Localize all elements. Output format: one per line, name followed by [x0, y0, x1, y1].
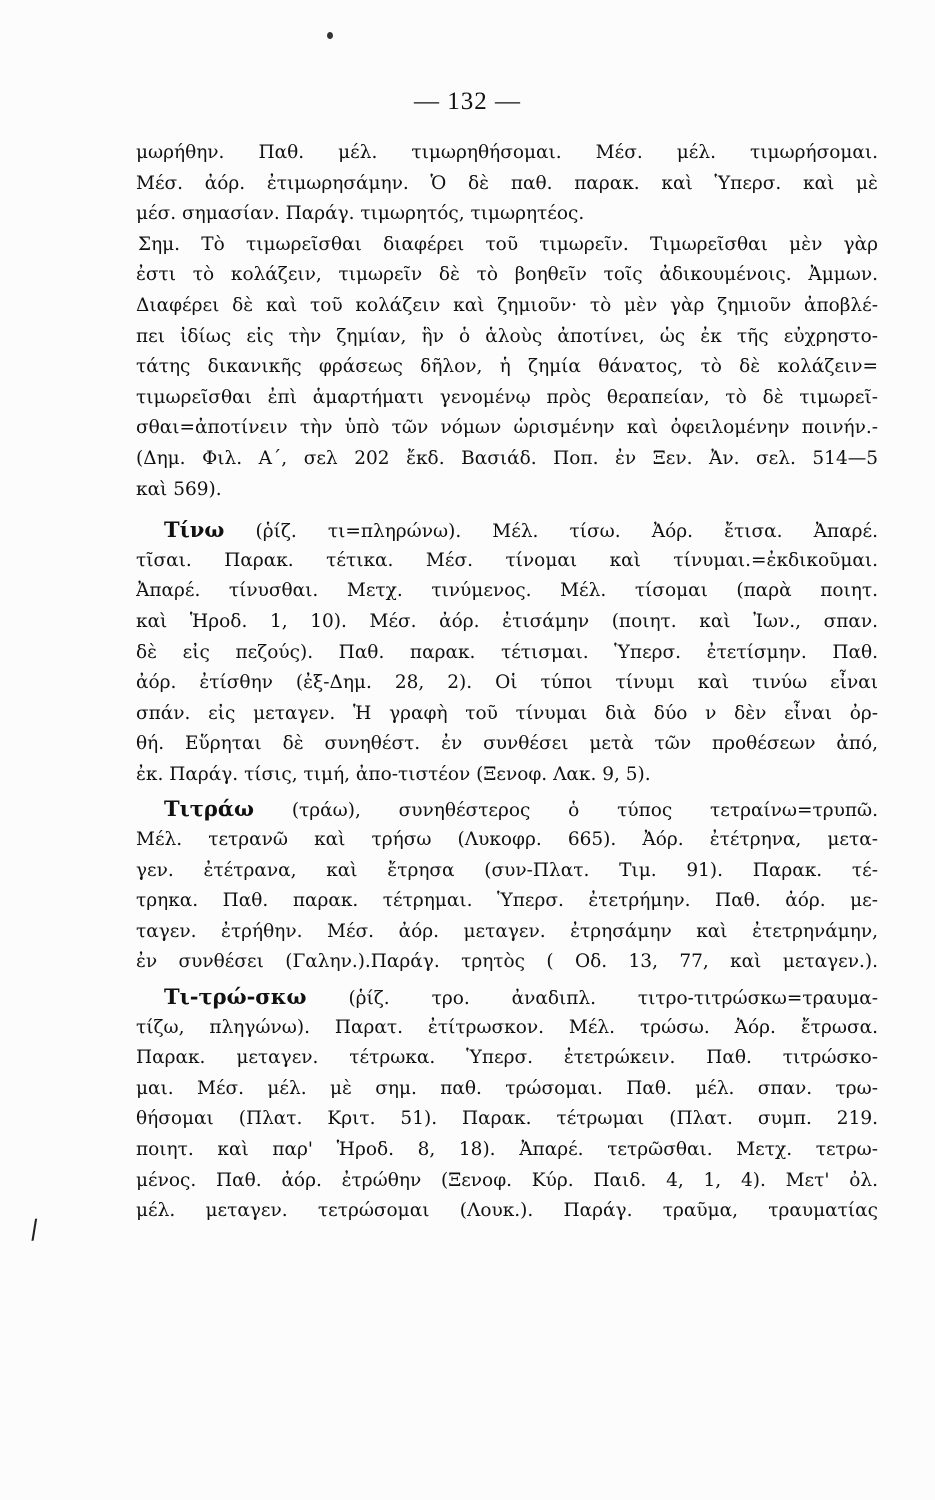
text-line: μέσ. σημασίαν. Παράγ. τιμωρητός, τιμωρητέος.	[136, 203, 585, 225]
text-line: ἐστι τὸ κολάζειν, τιμωρεῖν δὲ τὸ βοηθεῖν τοῖς ἀδικουμένοις. Ἀμμων.	[136, 264, 878, 286]
entry-titrosko	[136, 982, 878, 1227]
text-line: μέλ. μεταγεν. τετρώσομαι (Λουκ.). Παράγ. τραῦμα, τραυματίας	[136, 1200, 878, 1222]
entry-titrao	[136, 794, 878, 978]
text-line	[136, 794, 878, 825]
text-line: μαι. Μέσ. μέλ. μὲ σημ. παθ. τρώσομαι. Παθ. μέλ. σπαν. τρω-	[136, 1077, 878, 1099]
text-line: τάτης δικανικῆς φράσεως δῆλον, ἡ ζημία θάνατος, τὸ δὲ κολάζειν=	[136, 356, 878, 378]
paragraph-note	[136, 230, 878, 505]
text-line: Διαφέρει δὲ καὶ τοῦ κολάζειν καὶ ζημιοῦν· τὸ μὲν γὰρ ζημιοῦν ἀποβλέ-	[136, 294, 878, 316]
text-line: καὶ 569).	[136, 478, 222, 500]
text-line: θήσομαι (Πλατ. Κριτ. 51). Παρακ. τέτρωμαι (Πλατ. συμπ. 219.	[136, 1108, 878, 1130]
text-line: Μέσ. ἀόρ. ἐτιμωρησάμην. Ὁ δὲ παθ. παρακ. καὶ Ὑπερσ. καὶ μὲ	[136, 172, 878, 194]
entry-text: (ῥίζ. τρο. ἀναδιπλ. τιτρο-τιτρώσκω=τραυμα-	[348, 988, 878, 1010]
text-line: μωρήθην. Παθ. μέλ. τιμωρηθήσομαι. Μέσ. μέλ. τιμωρήσομαι.	[136, 142, 878, 163]
text-line: τῖσαι. Παρακ. τέτικα. Μέσ. τίνομαι καὶ τίνυμαι.=ἐκδικοῦμαι.	[136, 549, 878, 571]
page-body	[136, 138, 878, 1227]
text-line: Παρακ. μεταγεν. τέτρωκα. Ὑπερσ. ἐτετρώκειν. Παθ. τιτρώσκο-	[136, 1047, 878, 1069]
text-line: γεν. ἐτέτρανα, καὶ ἔτρησα (συν-Πλατ. Τιμ. 91). Παρακ. τέ-	[136, 859, 878, 881]
text-line: τιμωρεῖσθαι ἐπὶ ἁμαρτήματι γενομένῳ πρὸς θεραπείαν, τὸ δὲ τιμωρεῖ-	[136, 386, 878, 408]
text-line: τρηκα. Παθ. παρακ. τέτρημαι. Ὑπερσ. ἐτετρήμην. Παθ. ἀόρ. με-	[136, 890, 878, 912]
text-line: ἐκ. Παράγ. τίσις, τιμή, ἀπο-τιστέον (Ξενοφ. Λακ. 9, 5).	[136, 763, 651, 785]
text-line: τίζω, πληγώνω). Παρατ. ἐτίτρωσκον. Μέλ. τρώσω. Ἀόρ. ἔτρωσα.	[136, 1016, 878, 1038]
text-line: Ἀπαρέ. τίνυσθαι. Μετχ. τινύμενος. Μέλ. τίσομαι (παρὰ ποιητ.	[136, 580, 878, 602]
text-line: Μέλ. τετρανῶ καὶ τρήσω (Λυκοφρ. 665). Ἀόρ. ἐτέτρηνα, μετα-	[136, 829, 878, 851]
text-line: ταγεν. ἐτρήθην. Μέσ. ἀόρ. μεταγεν. ἐτρησάμην καὶ ἐτετρηνάμην,	[136, 920, 878, 942]
page-number: — 132 —	[414, 88, 521, 115]
text-line: καὶ Ἡροδ. 1, 10). Μέσ. ἀόρ. ἐτισάμην (ποιητ. καὶ Ἰων., σπαν.	[136, 610, 878, 632]
entry-headword: Τι-τρώ-σκω	[164, 984, 307, 1010]
text-line	[136, 515, 878, 546]
text-line: (Δημ. Φιλ. Α΄, σελ 202 ἔκδ. Βασιάδ. Ποπ. ἐν Ξεν. Ἀν. σελ. 514—5	[136, 447, 878, 469]
text-line: μένος. Παθ. ἀόρ. ἐτρώθην (Ξενοφ. Κύρ. Παιδ. 4, 1, 4). Μετ' ὀλ.	[136, 1169, 878, 1191]
text-line: σπάν. εἰς μεταγεν. Ἡ γραφὴ τοῦ τίνυμαι διὰ δύο ν δὲν εἶναι ὀρ-	[136, 702, 878, 724]
paragraph-timoro-forms	[136, 138, 878, 230]
ink-dot	[327, 32, 333, 39]
entry-headword: Τιτράω	[164, 796, 255, 822]
margin-pencil-mark: /	[27, 1214, 41, 1246]
entry-headword: Τίνω	[164, 517, 225, 543]
text-line: σθαι=ἀποτίνειν τὴν ὑπὸ τῶν νόμων ὡρισμένην καὶ ὀφειλομένην ποινήν.-	[136, 417, 878, 439]
text-line: Σημ. Τὸ τιμωρεῖσθαι διαφέρει τοῦ τιμωρεῖν. Τιμωρεῖσθαι μὲν γὰρ	[138, 233, 878, 255]
text-line: δὲ εἰς πεζούς). Παθ. παρακ. τέτισμαι. Ὑπερσ. ἐτετίσμην. Παθ.	[136, 641, 878, 663]
text-line: ποιητ. καὶ παρ' Ἡροδ. 8, 18). Ἀπαρέ. τετρῶσθαι. Μετχ. τετρω-	[136, 1139, 878, 1160]
entry-tino	[136, 515, 878, 790]
text-line: ἀόρ. ἐτίσθην (ἐξ-Δημ. 28, 2). Οἱ τύποι τίνυμι καὶ τινύω εἶναι	[136, 672, 878, 694]
entry-text: (ῥίζ. τι=πληρώνω). Μέλ. τίσω. Ἀόρ. ἔτισα. Ἀπαρέ.	[255, 521, 878, 543]
entry-text: (τράω), συνηθέστερος ὁ τύπος τετραίνω=τρυπῶ.	[291, 800, 878, 822]
text-line: πει ἰδίως εἰς τὴν ζημίαν, ἣν ὁ ἁλοὺς ἀποτίνει, ὡς ἐκ τῆς εὐχρηστο-	[136, 325, 878, 347]
text-line: θή. Εὕρηται δὲ συνηθέστ. ἐν συνθέσει μετὰ τῶν προθέσεων ἀπό,	[136, 733, 878, 755]
text-line: ἐν συνθέσει (Γαλην.).Παράγ. τρητὸς ( Οδ. 13, 77, καὶ μεταγεν.).	[136, 951, 878, 973]
text-line	[136, 982, 878, 1013]
